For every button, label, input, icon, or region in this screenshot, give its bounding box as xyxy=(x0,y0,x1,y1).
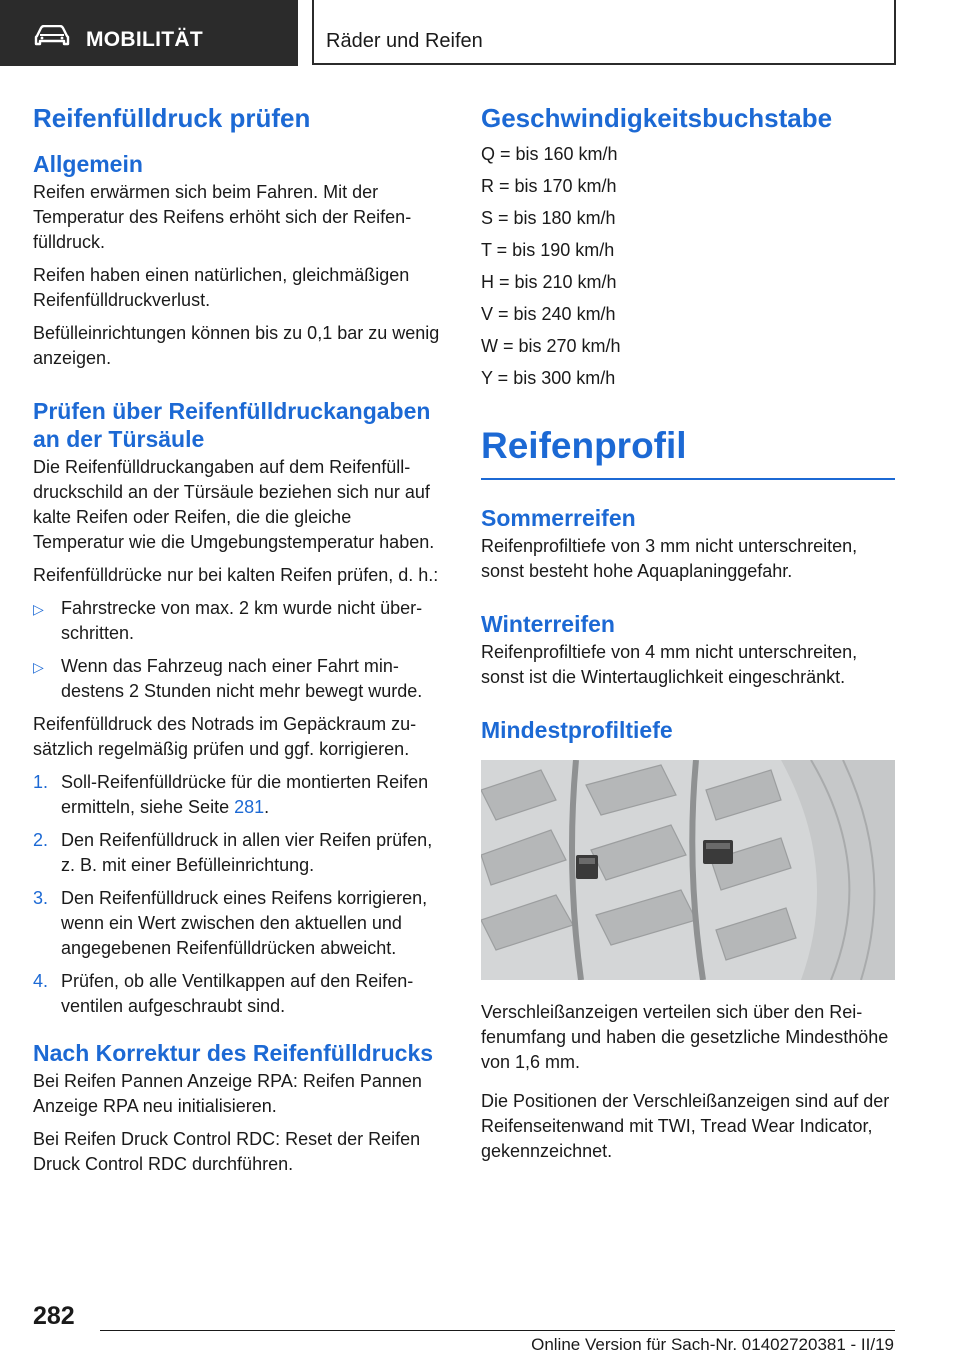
heading-reifenprofil: Reifenprofil xyxy=(481,425,687,466)
speed-rating-line: T = bis 190 km/h xyxy=(481,240,615,260)
speed-rating-line: Q = bis 160 km/h xyxy=(481,144,618,164)
heading-sommerreifen: Sommerreifen xyxy=(481,505,636,531)
speed-rating-line: V = bis 240 km/h xyxy=(481,304,616,324)
step-number: 1. xyxy=(33,772,49,792)
triangle-bullet-icon: ▷ xyxy=(33,659,44,675)
paragraph: Reifenfülldruck des Notrads im Gepäckraum zusätzlich regelmäßig prüfen und ggf. korrigieren. xyxy=(33,714,417,759)
speed-rating-line: S = bis 180 km/h xyxy=(481,208,616,228)
page-link[interactable]: 281 xyxy=(234,797,265,817)
page-number: 282 xyxy=(33,1302,75,1330)
section-tab xyxy=(0,0,298,66)
paragraph: Die Positionen der Verschleißanzeigen sind auf der Reifenseitenwand mit TWI, Tread Wear Indicator, gekennzeichnet. xyxy=(481,1091,890,1161)
right-column xyxy=(481,100,895,1172)
version-footer: Online Version für Sach-Nr. 01402720381 - II/19 xyxy=(531,1335,894,1354)
tire-tread-drawing xyxy=(481,760,895,980)
paragraph: Reifen haben einen natürlichen, gleichmäßigen Reifenfülldruckverlust. xyxy=(33,265,410,310)
step-item xyxy=(33,886,445,961)
speed-rating-line: Y = bis 300 km/h xyxy=(481,368,616,388)
paragraph: Reifenfülldrücke nur bei kalten Reifen prüfen, d. h.: xyxy=(33,565,439,585)
left-column xyxy=(33,100,445,1185)
step-number: 4. xyxy=(33,971,49,991)
car-icon xyxy=(34,25,70,47)
step-item xyxy=(33,969,445,1019)
title-rule xyxy=(481,478,895,480)
step-text: Den Reifenfülldruck eines Reifens korrigieren, wenn ein Wert zwischen den aktuellen und angegebenen Reifenfülldrücken abweicht. xyxy=(61,888,428,958)
list-item xyxy=(33,654,445,704)
step-number: 3. xyxy=(33,888,49,908)
heading-geschwindigkeitsbuchstabe: Geschwindigkeitsbuchstabe xyxy=(481,103,833,133)
list-item-text: Wenn das Fahrzeug nach einer Fahrt mindestens 2 Stunden nicht mehr bewegt wurde. xyxy=(61,656,423,701)
speed-rating-line: H = bis 210 km/h xyxy=(481,272,617,292)
heading-reifenfuelldruck-pruefen: Reifenfülldruck prüfen xyxy=(33,103,311,133)
heading-mindestprofiltiefe: Mindestprofiltiefe xyxy=(481,717,673,743)
step-item xyxy=(33,828,445,878)
tire-tread-illustration xyxy=(481,760,895,980)
speed-rating-line: W = bis 270 km/h xyxy=(481,336,621,356)
list-item-text: Fahrstrecke von max. 2 km wurde nicht überschritten. xyxy=(61,598,423,643)
triangle-bullet-icon: ▷ xyxy=(33,601,44,617)
paragraph: Reifenprofiltiefe von 4 mm nicht unterschreiten, sonst ist die Wintertauglichkeit eingeschränkt. xyxy=(481,642,858,687)
speed-rating-line: R = bis 170 km/h xyxy=(481,176,617,196)
paragraph: Die Reifenfülldruckangaben auf dem Reifenfülldruckschild an der Türsäule beziehen sich nur auf kalte Reifen oder Reifen, die die gleiche Temperatur wie die Umgebungstemperatur haben. xyxy=(33,457,435,552)
heading-nach-korrektur: Nach Korrektur des Reifenfülldrucks xyxy=(33,1040,434,1066)
paragraph: Reifen erwärmen sich beim Fahren. Mit der Temperatur des Reifens erhöht sich der Reifenfülldruck. xyxy=(33,182,412,252)
step-text: Prüfen, ob alle Ventilkappen auf den Reifenventilen aufgeschraubt sind. xyxy=(61,971,414,1016)
page-header xyxy=(0,0,960,66)
paragraph: Befülleinrichtungen können bis zu 0,1 bar zu wenig anzeigen. xyxy=(33,323,440,368)
heading-allgemein: Allgemein xyxy=(33,151,143,177)
chapter-title: Räder und Reifen xyxy=(326,30,483,52)
step-item xyxy=(33,770,445,820)
heading-pruefen-tuersaeule: Prüfen über Reifenfülldruckangaben an der Türsäule xyxy=(33,398,431,452)
paragraph: Verschleißanzeigen verteilen sich über den Reifenumfang und haben die gesetzliche Mindesthöhe von 1,6 mm. xyxy=(481,1002,889,1072)
step-text: Soll-Reifenfülldrücke für die montierten Reifen ermitteln, siehe Seite 281. xyxy=(61,772,429,817)
list-item xyxy=(33,596,445,646)
paragraph: Bei Reifen Druck Control RDC: Reset der Reifen Druck Control RDC durchführen. xyxy=(33,1129,421,1174)
chapter-frame xyxy=(312,0,896,65)
section-label: MOBILITÄT xyxy=(86,28,204,51)
paragraph: Bei Reifen Pannen Anzeige RPA: Reifen Pannen Anzeige RPA neu initialisieren. xyxy=(33,1071,422,1116)
heading-winterreifen: Winterreifen xyxy=(481,611,615,637)
step-text: Den Reifenfülldruck in allen vier Reifen prüfen, z. B. mit einer Befülleinrichtung. xyxy=(61,830,433,875)
footer-rule xyxy=(100,1330,895,1331)
step-number: 2. xyxy=(33,830,49,850)
paragraph: Reifenprofiltiefe von 3 mm nicht unterschreiten, sonst besteht hohe Aquaplaninggefahr. xyxy=(481,536,858,581)
